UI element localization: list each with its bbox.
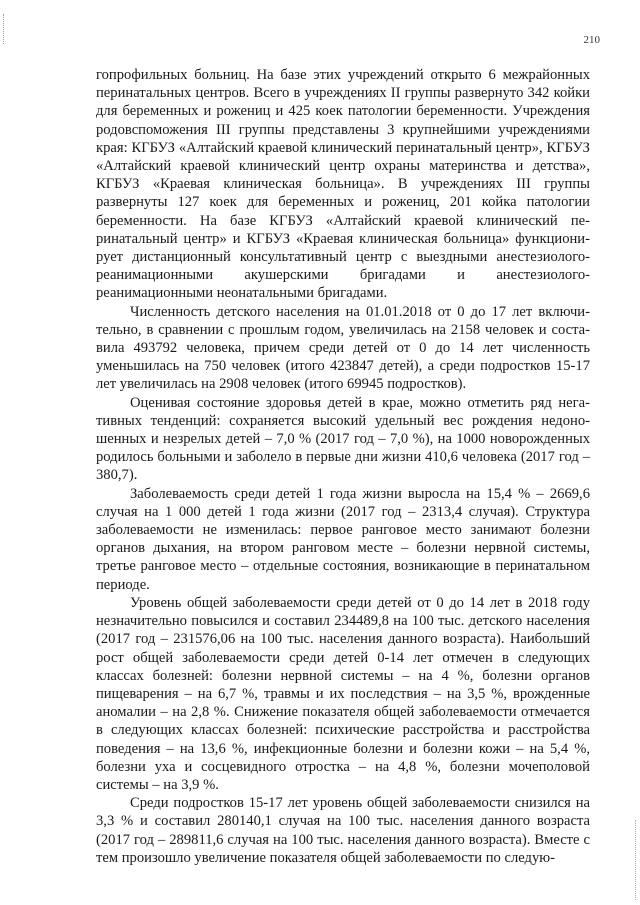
paragraph-health-trends: Оценивая состояние здоровья детей в крае, можно отметить ряд негативных тенденций: сохраняется высокий удельный вес рождения недоношенных и незрелых детей – 7,0 % (2017 год – 7,0 %), на 1000 новорожденных родилось больными и заболело в первые дни жизни 410,6 человека (2017 год – 380,7). (96, 394, 590, 484)
paragraph-continuation: гопрофильных больниц. На базе этих учреждений открыто 6 межрайонных перинатальных центров. Всего в учреждениях II группы развернуто 342 койки для беременных и рожениц и 425 коек патологии беременности. Учреждения родовспоможения III группы представлены 3 крупнейшими учреждениями края: КГБУЗ «Алтайский краевой клинический перинатальный центр», КГБУЗ «Алтайский краевой клинический центр охраны материнства и детства», КГБУЗ «Краевая клиническая больница». В учреждениях III группы развернуты 127 коек для беременных и рожениц, 201 койка патологии беременности. На базе КГБУЗ «Алтайский краевой клинический перинатальный центр» и КГБУЗ «Краевая клиническая больница» функционирует дистанционный консультативный центр с выездными анестезиолого-реанимационными акушерскими бригадами и анестезиолого-реанимационными неонатальными бригадами. (96, 67, 590, 302)
scan-edge-mark-right (632, 820, 636, 900)
paragraph-child-population: Численность детского населения на 01.01.2018 от 0 до 17 лет включительно, в сравнении с прошлым годом, увеличилась на 2158 человек и составила 493792 человека, причем среди детей от 0 до 14 лет численность уменьшилась на 750 человек (итого 423847 детей), а среди подростков 15-17 лет увеличилась на 2908 человек (итого 69945 подростков). (96, 303, 590, 393)
paragraph-children-0-14-morbidity: Уровень общей заболеваемости среди детей от 0 до 14 лет в 2018 году незначительно повысился и составил 234489,8 на 100 тыс. детского населения (2017 год – 231576,06 на 100 тыс. населения данного возраста). Наибольший рост общей заболеваемости среди детей 0-14 лет отмечен в следующих классах болезней: болезни нервной системы – на 4 %, болезни органов пищеварения – на 6,7 %, травмы и их последствия – на 3,5 %, врожденные аномалии – на 2,8 %. Снижение показателя общей заболеваемости отмечается в следующих классах болезней: психические расстройства и расстройства поведения – на 13,6 %, инфекционные болезни и болезни кожи – на 5,4 %, болезни уха и сосцевидного отростка – на 4,8 %, болезни мочеполовой системы – на 3,9 %. (96, 594, 590, 793)
paragraph-infant-morbidity: Заболеваемость среди детей 1 года жизни выросла на 15,4 % – 2669,6 случая на 1 000 детей 1 года жизни (2017 год – 2313,4 случая). Структура заболеваемости не изменилась: первое ранговое место занимают болезни органов дыхания, на втором ранговом месте – болезни нервной системы, третье ранговое место – отдельные состояния, возникающие в перинатальном периоде. (96, 485, 590, 593)
page-number: 210 (583, 34, 600, 46)
paragraph-teen-morbidity: Среди подростков 15-17 лет уровень общей заболеваемости снизился на 3,3 % и составил 280140,1 случая на 100 тыс. населения данного возраста (2017 год – 289811,6 случая на 100 тыс. населения данного возраста). Вместе с тем произошло увеличение показателя общей заболеваемости по следую- (96, 795, 590, 866)
document-body (96, 66, 590, 867)
scan-edge-mark (3, 14, 7, 44)
